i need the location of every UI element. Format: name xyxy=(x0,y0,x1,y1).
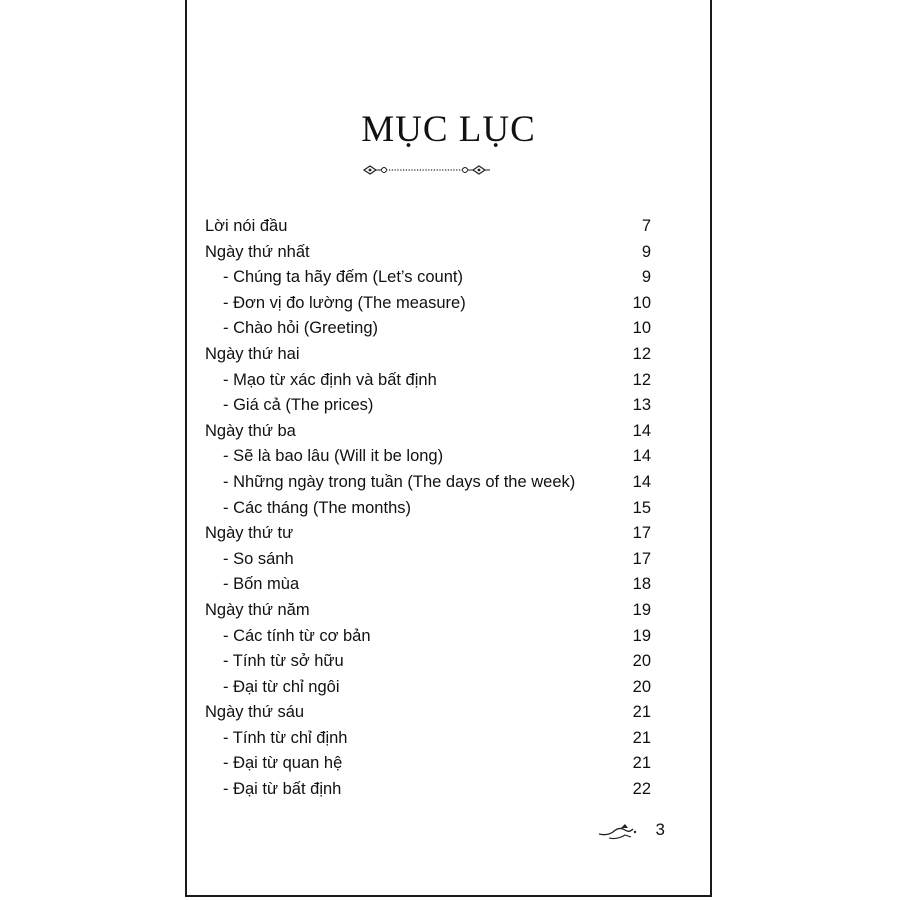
toc-subentry xyxy=(205,624,651,650)
toc-entry-label: - Mạo từ xác định và bất định xyxy=(223,370,437,389)
toc-entry-page: 19 xyxy=(632,600,651,619)
toc-entry-label: Ngày thứ ba xyxy=(205,421,296,440)
toc-entry-label: Ngày thứ hai xyxy=(205,344,300,363)
toc-entry-label: Ngày thứ nhất xyxy=(205,242,310,261)
book-page xyxy=(185,0,712,897)
toc-entry-label: - Đại từ chỉ ngôi xyxy=(223,677,340,696)
flourish-icon xyxy=(595,820,643,844)
toc-subentry xyxy=(205,547,651,573)
toc-subentry xyxy=(205,368,651,394)
toc-entry-label: Ngày thứ tư xyxy=(205,524,294,543)
toc-entry-page: 13 xyxy=(632,396,651,415)
toc-subentry xyxy=(205,291,651,317)
toc-entry-page: 20 xyxy=(632,677,651,696)
toc-entry-page: 21 xyxy=(632,754,651,773)
toc-entry-label: Ngày thứ năm xyxy=(205,600,310,619)
toc-entry-page: 21 xyxy=(632,728,651,747)
toc-subentry xyxy=(205,726,651,752)
toc-entry-label: - Sẽ là bao lâu (Will it be long) xyxy=(223,447,444,466)
toc-entry-page: 12 xyxy=(632,370,651,389)
toc-subentry xyxy=(205,316,651,342)
toc-entry-page: 10 xyxy=(632,293,651,312)
toc-subentry xyxy=(205,751,651,777)
toc-entry-page: 9 xyxy=(641,268,651,287)
toc-entry-label: - Đơn vị đo lường (The measure) xyxy=(223,293,466,312)
page-title: MỤC LỤC xyxy=(361,109,536,150)
toc-entry-page: 14 xyxy=(632,472,651,491)
page-number: 3 xyxy=(655,820,665,839)
table-of-contents xyxy=(205,214,651,803)
toc-entry-label: - Đại từ bất định xyxy=(223,780,342,799)
toc-entry-page: 10 xyxy=(632,319,651,338)
toc-entry xyxy=(205,700,651,726)
toc-subentry xyxy=(205,496,651,522)
toc-subentry xyxy=(205,675,651,701)
toc-entry xyxy=(205,521,651,547)
toc-subentry xyxy=(205,572,651,598)
toc-entry-label: Ngày thứ sáu xyxy=(205,703,305,722)
toc-entry-page: 17 xyxy=(632,549,651,568)
toc-entry xyxy=(205,240,651,266)
toc-entry-label: - Những ngày trong tuần (The days of the week) xyxy=(223,472,576,491)
toc-entry-label: - Các tính từ cơ bản xyxy=(223,626,371,645)
toc-entry-label: Lời nói đầu xyxy=(205,217,288,235)
toc-entry-page: 20 xyxy=(632,652,651,671)
toc-entry-page: 12 xyxy=(632,344,651,363)
toc-entry-page: 22 xyxy=(632,780,651,799)
toc-entry-label: - Tính từ chỉ định xyxy=(223,728,348,747)
toc-entry-page: 14 xyxy=(632,421,651,440)
toc-entry-label: - Chúng ta hãy đếm (Let’s count) xyxy=(223,268,463,287)
toc-entry-label: - So sánh xyxy=(223,549,294,568)
toc-entry-page: 7 xyxy=(641,217,651,235)
toc-entry xyxy=(205,214,651,240)
toc-subentry xyxy=(205,470,651,496)
toc-entry-page: 21 xyxy=(632,703,651,722)
toc-subentry xyxy=(205,393,651,419)
toc-subentry xyxy=(205,265,651,291)
toc-entry-page: 15 xyxy=(632,498,651,517)
page-footer xyxy=(595,820,665,844)
toc-entry xyxy=(205,342,651,368)
toc-entry xyxy=(205,598,651,624)
toc-entry-label: - Chào hỏi (Greeting) xyxy=(223,319,378,338)
toc-subentry xyxy=(205,649,651,675)
toc-subentry xyxy=(205,777,651,803)
toc-entry-label: - Tính từ sở hữu xyxy=(223,652,344,671)
decorative-divider-icon xyxy=(362,163,492,177)
toc-entry-label: - Giá cả (The prices) xyxy=(223,396,374,415)
toc-entry-page: 18 xyxy=(632,575,651,594)
toc-entry-label: - Đại từ quan hệ xyxy=(223,754,343,773)
toc-entry-page: 19 xyxy=(632,626,651,645)
toc-entry-label: - Bốn mùa xyxy=(223,575,300,594)
toc-entry-page: 14 xyxy=(632,447,651,466)
toc-entry xyxy=(205,419,651,445)
toc-subentry xyxy=(205,444,651,470)
toc-entry-page: 9 xyxy=(641,242,651,261)
toc-entry-label: - Các tháng (The months) xyxy=(223,498,411,517)
toc-entry-page: 17 xyxy=(632,524,651,543)
